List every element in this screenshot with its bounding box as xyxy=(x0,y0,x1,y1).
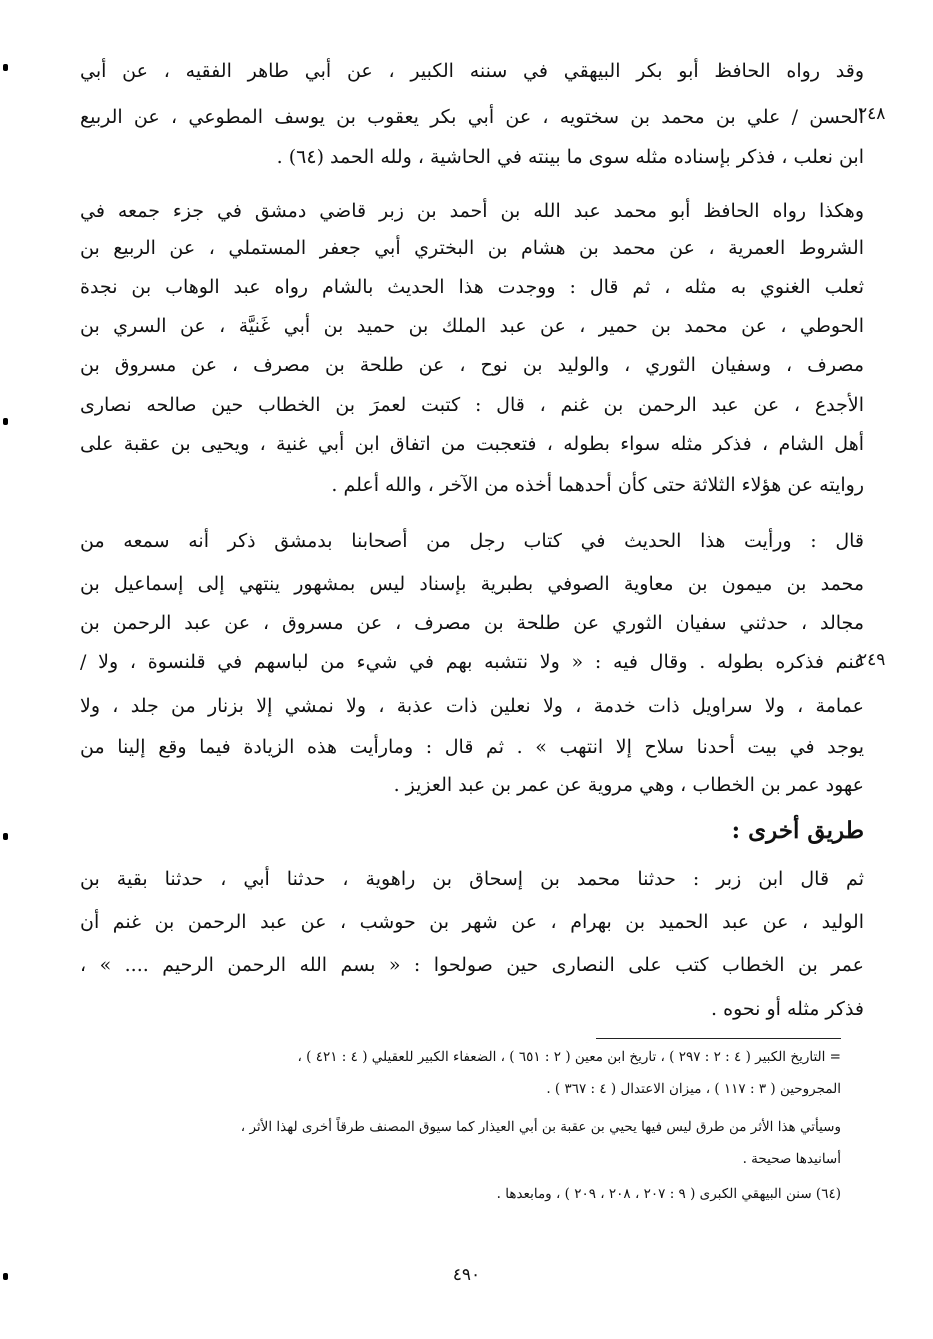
text-line: الحسن / علي بن محمد بن سختويه ، عن أبي بكر يعقوب بن يوسف المطوعي ، عن الربيع xyxy=(80,106,864,128)
scan-mark xyxy=(3,1273,8,1280)
footnote-divider xyxy=(596,1038,841,1039)
text-line: أهل الشام ، فذكر مثله سواء بطوله ، فتعجبت من اتفاق ابن أبي غنية ، ويحيى بن عقبة على xyxy=(80,433,864,455)
margin-number: ٢٤٩ xyxy=(858,650,886,670)
text-line: وهكذا رواه الحافظ أبو محمد عبد الله بن أحمد بن زبر قاضي دمشق في جزء جمعه في xyxy=(80,200,864,222)
text-line: روايته عن هؤلاء الثلاثة حتى كأن أحدهما أخذه من الآخر ، والله أعلم . xyxy=(331,474,864,496)
text-line: ابن نعلب ، فذكر بإسناده مثله سوى ما بينته في الحاشية ، ولله الحمد (٦٤) . xyxy=(276,146,864,168)
scan-mark xyxy=(3,64,8,71)
text-line: عمامة ، ولا سراويل ذات خدمة ، ولا نعلين ذات عذبة ، ولا نمشي إلا بزنار من جلد ، ولا xyxy=(80,695,864,717)
footnote-line: المجروحين ( ٣ : ١١٧ ) ، ميزان الاعتدال ( ٤ : ٣٦٧ ) . xyxy=(546,1081,841,1097)
footnote-line: (٦٤) سنن البيهقي الكبرى ( ٩ : ٢٠٧ ، ٢٠٨ ، ٢٠٩ ) ، ومابعدها . xyxy=(496,1186,841,1202)
text-line: مجالد ، حدثني سفيان الثوري عن طلحة بن مصرف ، عن مسروق ، عن عبد الرحمن بن xyxy=(80,612,864,634)
section-heading: طريق أخرى : xyxy=(731,817,864,844)
text-line: الشروط العمرية ، عن محمد بن هشام بن البختري أبي جعفر المستملي ، عن الربيع بن xyxy=(80,237,864,259)
text-line: غنم فذكره بطوله . وقال فيه : « ولا نتشبه بهم في شيء من لباسهم في قلنسوة ، ولا / xyxy=(80,651,864,673)
text-line: مصرف ، وسفيان الثوري ، والوليد بن نوح ، عن طلحة بن مصرف ، عن مسروق بن xyxy=(80,354,864,376)
text-line: الحوطي ، عن محمد بن حمير ، عن عبد الملك بن حميد بن أبي غَنيَّة ، عن السري بن xyxy=(80,315,864,337)
text-line: الوليد ، عن عبد الحميد بن بهرام ، عن شهر بن حوشب ، عن عبد الرحمن بن غنم أن xyxy=(80,911,864,933)
margin-number: ٢٤٨ xyxy=(858,104,886,124)
footnote-line: أسانيدها صحيحة . xyxy=(742,1151,841,1167)
page-number: ٤٩٠ xyxy=(452,1265,481,1285)
text-line: ثم قال ابن زبر : حدثنا محمد بن إسحاق بن راهوية ، حدثنا أبي ، حدثنا بقية بن xyxy=(80,868,864,890)
text-line: عهود عمر بن الخطاب ، وهي مروية عن عمر بن عبد العزيز . xyxy=(393,774,864,796)
text-line: ثعلب الغنوي به مثله ، ثم قال : ووجدت هذا الحديث بالشام رواه عبد الوهاب بن نجدة xyxy=(80,276,864,298)
text-line: قال : ورأيت هذا الحديث في كتاب رجل من أصحابنا بدمشق ذكر أنه سمعه من xyxy=(80,530,864,552)
text-line: الأجدع ، عن عبد الرحمن بن غنم ، قال : كتبت لعمرَ بن الخطاب حين صالحه نصارى xyxy=(80,394,864,416)
text-line: محمد بن ميمون بن معاوية الصوفي بطبرية بإسناد ليس بمشهور ينتهي إلى إسماعيل بن xyxy=(80,573,864,595)
text-line: عمر بن الخطاب كتب على النصارى حين صولحوا : « بسم الله الرحمن الرحيم .... » ، xyxy=(80,954,864,976)
scan-mark xyxy=(3,833,8,840)
text-line: يوجد في بيت أحدنا سلاح إلا انتهب » . ثم قال : ومارأيت هذه الزيادة فيما وقع إلينا من xyxy=(80,736,864,758)
footnote-line: وسيأتي هذا الأثر من طرق ليس فيها يحيي بن عقبة بن أبي العيذار كما سيوق المصنف طرقاً أخرى لهذا الأثر ، xyxy=(240,1119,841,1135)
footnote-line: = التاريخ الكبير ( ٤ : ٢ : ٢٩٧ ) ، تاريخ ابن معين ( ٢ : ٦٥١ ) ، الضعفاء الكبير للعقيلي ( ٤ : ٤٢١ ) ، xyxy=(297,1049,841,1065)
scan-mark xyxy=(3,418,8,425)
text-line: وقد رواه الحافظ أبو بكر البيهقي في سننه الكبير ، عن أبي طاهر الفقيه ، عن أبي xyxy=(80,60,864,82)
text-line: فذكر مثله أو نحوه . xyxy=(711,998,864,1020)
